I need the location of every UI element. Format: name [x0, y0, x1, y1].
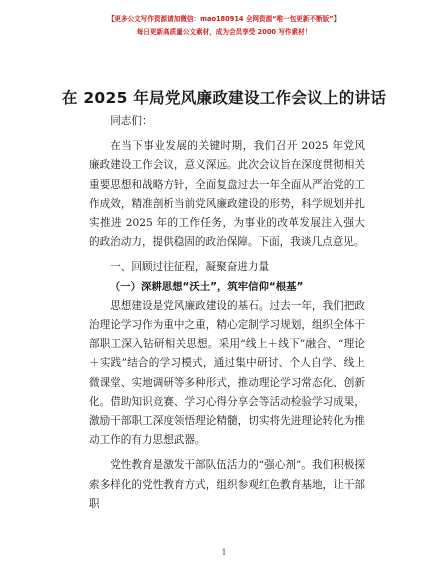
paragraph-party-education: 党性教育是激发干部队伍活力的“强心剂”。我们积极探索多样化的党性教育方式，组织参观红色教育基地，让干部职	[89, 459, 365, 510]
salutation: 同志们：	[110, 115, 153, 127]
paragraph-thought-building: 思想建设是党风廉政建设的基石。过去一年，我们把政治理论学习作为重中之重，精心定制学习规划，组织全体干部职工深入钻研相关思想。采用“线上＋线下”融合、“理论＋实践”结合的学习模式，通过集中研讨、个人自学、线上微课堂、实地调研等多种形式，推动理论学习常态化、创新化。借助知识竞赛、学习心得分享会等活动检验学习成果，激励干部职工深度领悟理论精髓，切实将先进理论转化为推动工作的有力思想武器。	[89, 299, 365, 447]
document-title: 在 2025 年局党风廉政建设工作会议上的讲话	[61, 89, 387, 107]
page-number: 1	[221, 548, 227, 557]
promo-line-1: 【更多公文写作资源请加微信：mao180914 全网资源“唯一包更新不断版”】	[107, 15, 341, 23]
promo-line-2: 每日更新高质量公文素材，成为会员享受 2000 写作素材！	[136, 28, 312, 36]
paragraph-intro: 在当下事业发展的关键时期，我们召开 2025 年党风廉政建设工作会议，意义深远。此次会议旨在深度贯彻相关重要思想和战略方针，全面复盘过去一年全面从严治党的工作成效，精准剖析当前党风廉政建设的形势，科学规划并扎实推进 2025 年的工作任务，为事业的改革发展注入强大的政治动力，提供稳固的政治保障。下面，我谈几点意见。	[89, 140, 365, 249]
section-heading: 一、回顾过往征程，凝聚奋进力量	[110, 261, 270, 274]
subsection-heading: （一）深耕思想“沃土”，筑牢信仰“根基”	[109, 280, 304, 293]
document-body	[89, 112, 365, 514]
